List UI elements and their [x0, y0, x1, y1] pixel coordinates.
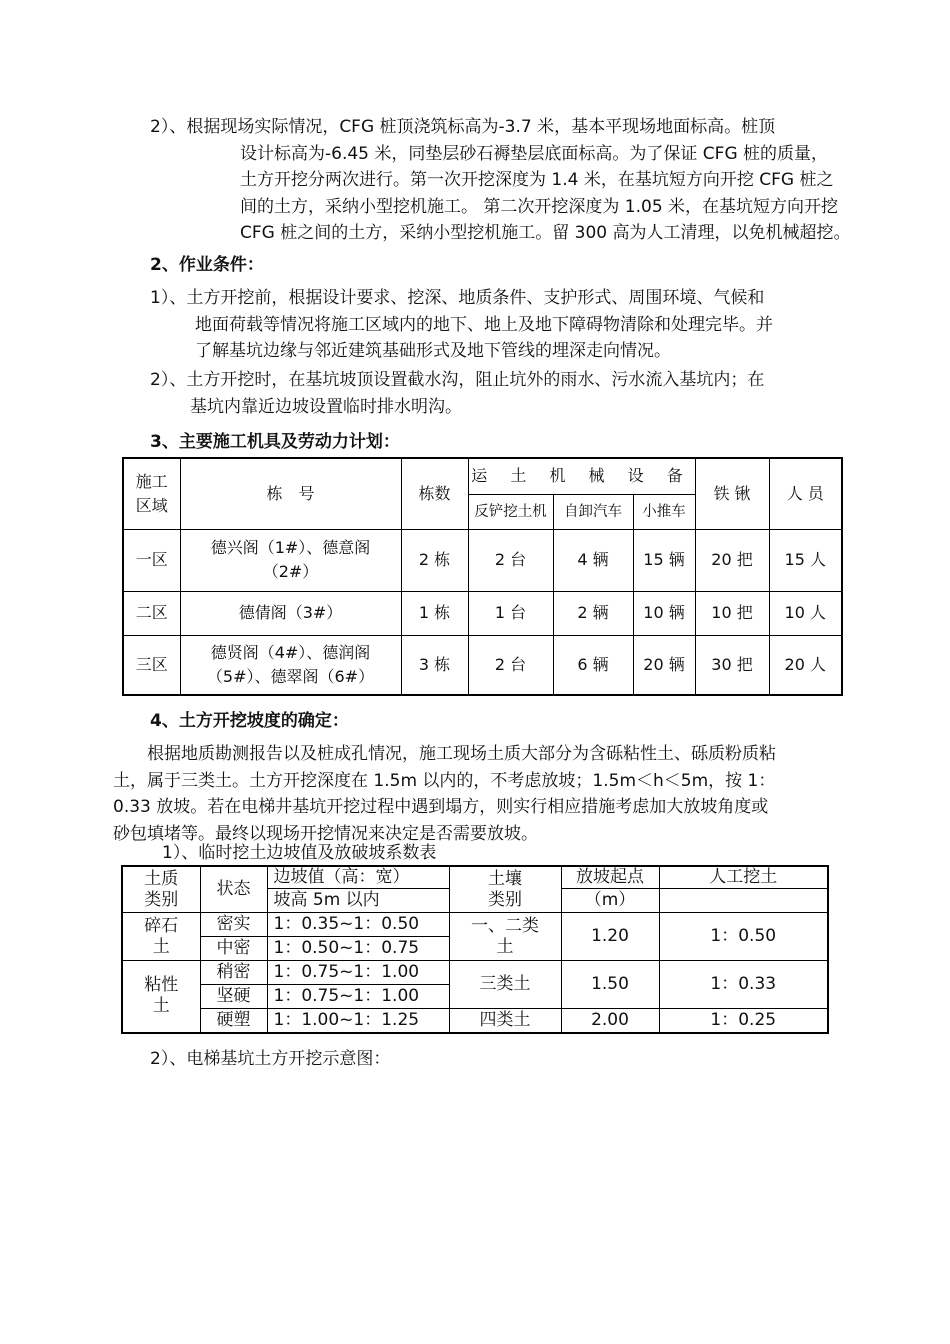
- cell-truck: 2 辆: [553, 591, 633, 635]
- header-start: 放坡起点: [561, 866, 659, 889]
- cell-manual: 1：0.25: [659, 1009, 828, 1033]
- cell-clay: 粘性 土: [122, 961, 200, 1033]
- header-area: 施工 区域: [123, 458, 180, 529]
- cell-area: 一区: [123, 529, 180, 591]
- cell-staff: 15 人: [769, 529, 842, 591]
- text-line: 根据地质勘测报告以及桩成孔情况，施工现场土质大部分为含砾粘性土、砾质粉质粘: [147, 744, 776, 764]
- cell-count: 1 栋: [401, 591, 468, 635]
- cell-slope: 1：0.35~1：0.50: [267, 913, 449, 937]
- header-soil-type: 土质 类别: [122, 866, 200, 913]
- text-line: 1）、土方开挖前，根据设计要求、挖深、地质条件、支护形式、周围环境、气候和: [150, 288, 765, 308]
- cell-slope: 1：0.75~1：1.00: [267, 985, 449, 1009]
- text-line: 间的土方，采纳小型挖机施工。 第二次开挖深度为 1.05 米，在基坑短方向开挖: [240, 196, 839, 217]
- header-equipment: 运 土 机 械 设 备: [468, 458, 695, 494]
- item-2-paragraph: [150, 114, 910, 247]
- header-manual: 人工挖土: [659, 866, 828, 889]
- cell-soil-class: 一、二类 土: [449, 913, 561, 961]
- text-line: 0.33 放坡。若在电梯井基坑开挖过程中遇到塌方，则实行相应措施考虑加大放坡角度或: [113, 797, 769, 817]
- table-row: [122, 913, 828, 937]
- header-slope-sub: 坡高 5m 以内: [267, 889, 449, 913]
- cell-slope: 1：1.00~1：1.25: [267, 1009, 449, 1033]
- cell-shovel: 30 把: [695, 635, 769, 695]
- cell-staff: 10 人: [769, 591, 842, 635]
- cell-state: 硬塑: [200, 1009, 267, 1033]
- cell-gravel: 碎石 土: [122, 913, 200, 961]
- header-slope: 边坡值（高：宽）: [267, 866, 449, 889]
- header-count: 栋数: [401, 458, 468, 529]
- slope-paragraph: [113, 741, 861, 847]
- cell-building: 德兴阁（1#）、德意阁 （2#）: [180, 529, 401, 591]
- cell-area: 三区: [123, 635, 180, 695]
- text-line: 基坑内靠近边坡设置临时排水明沟。: [190, 396, 462, 417]
- cell-excavator: 1 台: [468, 591, 553, 635]
- cell-start: 1.50: [561, 961, 659, 1009]
- equipment-labor-table: [122, 457, 843, 696]
- cell-cart: 20 辆: [633, 635, 695, 695]
- cell-state: 稍密: [200, 961, 267, 985]
- table-row: [122, 961, 828, 985]
- cell-state: 密实: [200, 913, 267, 937]
- cell-soil-class: 三类土: [449, 961, 561, 1009]
- table-row: [123, 529, 842, 591]
- text-line: 了解基坑边缘与邻近建筑基础形式及地下管线的埋深走向情况。: [195, 341, 671, 361]
- cell-shovel: 20 把: [695, 529, 769, 591]
- section-heading-3: 3、主要施工机具及劳动力计划：: [150, 432, 400, 452]
- section-heading-4: 4、土方开挖坡度的确定：: [150, 711, 349, 731]
- cell-slope: 1：0.75~1：1.00: [267, 961, 449, 985]
- header-manual-blank: [659, 889, 828, 913]
- header-cart: 小推车: [633, 494, 695, 529]
- cell-truck: 6 辆: [553, 635, 633, 695]
- cell-start: 1.20: [561, 913, 659, 961]
- table-row: [123, 635, 842, 695]
- diagram-caption-2: 2）、电梯基坑土方开挖示意图：: [150, 1049, 391, 1069]
- cell-soil-class: 四类土: [449, 1009, 561, 1033]
- cell-excavator: 2 台: [468, 529, 553, 591]
- header-building: 栋 号: [180, 458, 401, 529]
- text-line: 2）、根据现场实际情况，CFG 桩顶浇筑标高为-3.7 米，基本平现场地面标高。桩顶: [150, 117, 776, 137]
- cell-state: 中密: [200, 937, 267, 961]
- header-truck: 自卸汽车: [553, 494, 633, 529]
- cell-shovel: 10 把: [695, 591, 769, 635]
- table-row: [122, 1009, 828, 1033]
- section-heading-2: 2、作业条件：: [150, 255, 264, 275]
- cell-area: 二区: [123, 591, 180, 635]
- header-excavator: 反铲挖土机: [468, 494, 553, 529]
- cell-state: 坚硬: [200, 985, 267, 1009]
- text-line: 地面荷载等情况将施工区域内的地下、地上及地下障碍物清除和处理完毕。并: [195, 314, 773, 335]
- cell-slope: 1：0.50~1：0.75: [267, 937, 449, 961]
- cell-start: 2.00: [561, 1009, 659, 1033]
- text-line: 设计标高为-6.45 米，同垫层砂石褥垫层底面标高。为了保证 CFG 桩的质量，: [240, 143, 829, 164]
- cell-cart: 15 辆: [633, 529, 695, 591]
- text-line: 土，属于三类土。土方开挖深度在 1.5m 以内的，不考虑放坡；1.5m＜h＜5m，按 1：: [113, 770, 776, 791]
- header-staff: 人 员: [769, 458, 842, 529]
- cell-building: 德倩阁（3#）: [180, 591, 401, 635]
- header-soil-class: 土壤 类别: [449, 866, 561, 913]
- table-row: [123, 591, 842, 635]
- header-shovel: 铁 锹: [695, 458, 769, 529]
- text-line: CFG 桩之间的土方，采纳小型挖机施工。留 300 高为人工清理，以免机械超挖。: [240, 223, 851, 243]
- header-start-unit: （m）: [561, 889, 659, 913]
- cell-cart: 10 辆: [633, 591, 695, 635]
- cell-building: 德贤阁（4#）、德润阁 （5#）、德翠阁（6#）: [180, 635, 401, 695]
- cell-count: 3 栋: [401, 635, 468, 695]
- cell-excavator: 2 台: [468, 635, 553, 695]
- text-line: 2）、土方开挖时，在基坑坡顶设置截水沟，阻止坑外的雨水、污水流入基坑内；在: [150, 370, 765, 390]
- header-state: 状态: [200, 866, 267, 913]
- cell-staff: 20 人: [769, 635, 842, 695]
- condition-1-paragraph: [150, 285, 865, 365]
- cell-manual: 1：0.33: [659, 961, 828, 1009]
- text-line: 土方开挖分两次进行。第一次开挖深度为 1.4 米，在基坑短方向开挖 CFG 桩之: [240, 170, 834, 190]
- text-line: 砂包填堵等。最终以现场开挖情况来决定是否需要放坡。: [113, 823, 538, 844]
- cell-count: 2 栋: [401, 529, 468, 591]
- table-caption-1: 1）、临时挖土边坡值及放破坡系数表: [162, 843, 437, 863]
- cell-manual: 1：0.50: [659, 913, 828, 961]
- slope-coefficient-table: [121, 865, 829, 1034]
- cell-truck: 4 辆: [553, 529, 633, 591]
- condition-2-paragraph: [150, 367, 865, 420]
